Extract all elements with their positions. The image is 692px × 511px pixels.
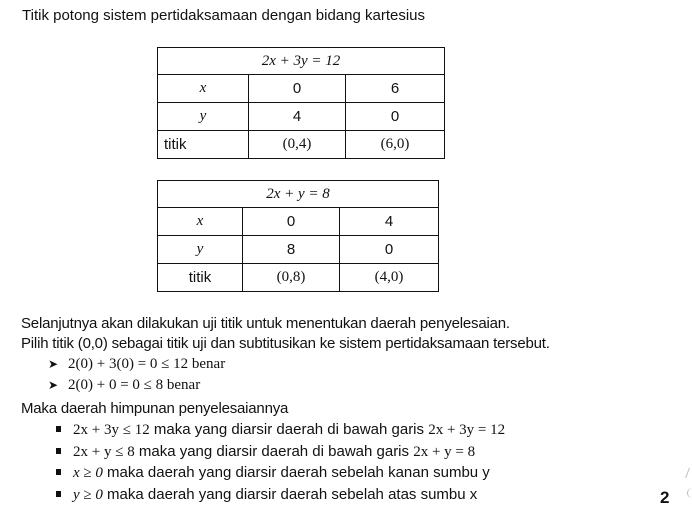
test-item — [48, 356, 225, 373]
cell: (0,4) — [249, 131, 346, 159]
boundary-line: 2x + 3y = 12 — [428, 422, 506, 438]
table-row — [158, 236, 439, 264]
cropped-glyph-decoration — [685, 468, 692, 478]
square-bullet-icon — [56, 426, 61, 432]
table-row — [158, 131, 445, 159]
row-label: titik — [158, 131, 249, 159]
inequality: 2x + 3y ≤ 12 — [73, 422, 150, 438]
table-intercepts-eq2 — [157, 180, 439, 292]
conclusion-text: maka daerah yang diarsir daerah sebelah atas sumbu x — [102, 486, 478, 503]
table-intercepts-eq1 — [157, 47, 445, 159]
cell: 0 — [243, 208, 340, 236]
paragraph-conclusion: Maka daerah himpunan penyelesaiannya — [21, 400, 289, 417]
cell: 0 — [346, 103, 445, 131]
table-header-row — [158, 48, 445, 75]
square-bullet-icon — [56, 448, 61, 454]
table-header: 2x + y = 8 — [158, 181, 439, 208]
conclusion-text: maka daerah yang diarsir daerah sebelah kanan sumbu y — [102, 464, 490, 481]
cell: (0,8) — [243, 264, 340, 292]
square-bullet-icon — [56, 491, 61, 497]
table-row — [158, 75, 445, 103]
cell: (6,0) — [346, 131, 445, 159]
cell: 8 — [243, 236, 340, 264]
page-title: Titik potong sistem pertidaksamaan dengan bidang kartesius — [22, 7, 426, 24]
inequality: 2x + y ≤ 8 — [73, 444, 135, 460]
table-row — [158, 208, 439, 236]
conclusion-item — [56, 486, 477, 504]
cell: (4,0) — [340, 264, 439, 292]
cell: 0 — [340, 236, 439, 264]
arrow-bullet-icon: ➤ — [48, 378, 59, 392]
row-label: x — [158, 208, 243, 236]
paragraph-test-point: Pilih titik (0,0) sebagai titik uji dan subtitusikan ke sistem pertidaksamaan tersebut. — [21, 335, 550, 352]
cell: 6 — [346, 75, 445, 103]
boundary-line: 2x + y = 8 — [413, 444, 476, 460]
inequality: x ≥ 0 — [73, 465, 103, 481]
conclusion-item — [56, 464, 490, 482]
conclusion-text: maka yang diarsir daerah di bawah garis — [134, 443, 414, 460]
test-expression: 2(0) + 3(0) = 0 ≤ 12 benar — [68, 356, 226, 372]
paragraph-intro: Selanjutnya akan dilakukan uji titik untuk menentukan daerah penyelesaian. — [21, 315, 510, 332]
row-label: y — [158, 103, 249, 131]
test-expression: 2(0) + 0 = 0 ≤ 8 benar — [68, 377, 201, 393]
row-label: y — [158, 236, 243, 264]
test-item — [48, 377, 200, 394]
row-label: titik — [158, 264, 243, 292]
inequality: y ≥ 0 — [73, 487, 103, 503]
conclusion-item — [56, 443, 475, 461]
arrow-bullet-icon: ➤ — [48, 357, 59, 371]
table-header: 2x + 3y = 12 — [158, 48, 445, 75]
conclusion-text: maka yang diarsir daerah di bawah garis — [149, 421, 429, 438]
row-label: x — [158, 75, 249, 103]
table-row — [158, 103, 445, 131]
square-bullet-icon — [56, 469, 61, 475]
cell: 0 — [249, 75, 346, 103]
table-header-row — [158, 181, 439, 208]
page-number: 2 — [660, 488, 670, 507]
cell: 4 — [249, 103, 346, 131]
cell: 4 — [340, 208, 439, 236]
conclusion-item — [56, 421, 505, 439]
table-row — [158, 264, 439, 292]
cropped-glyph-decoration — [687, 488, 692, 498]
